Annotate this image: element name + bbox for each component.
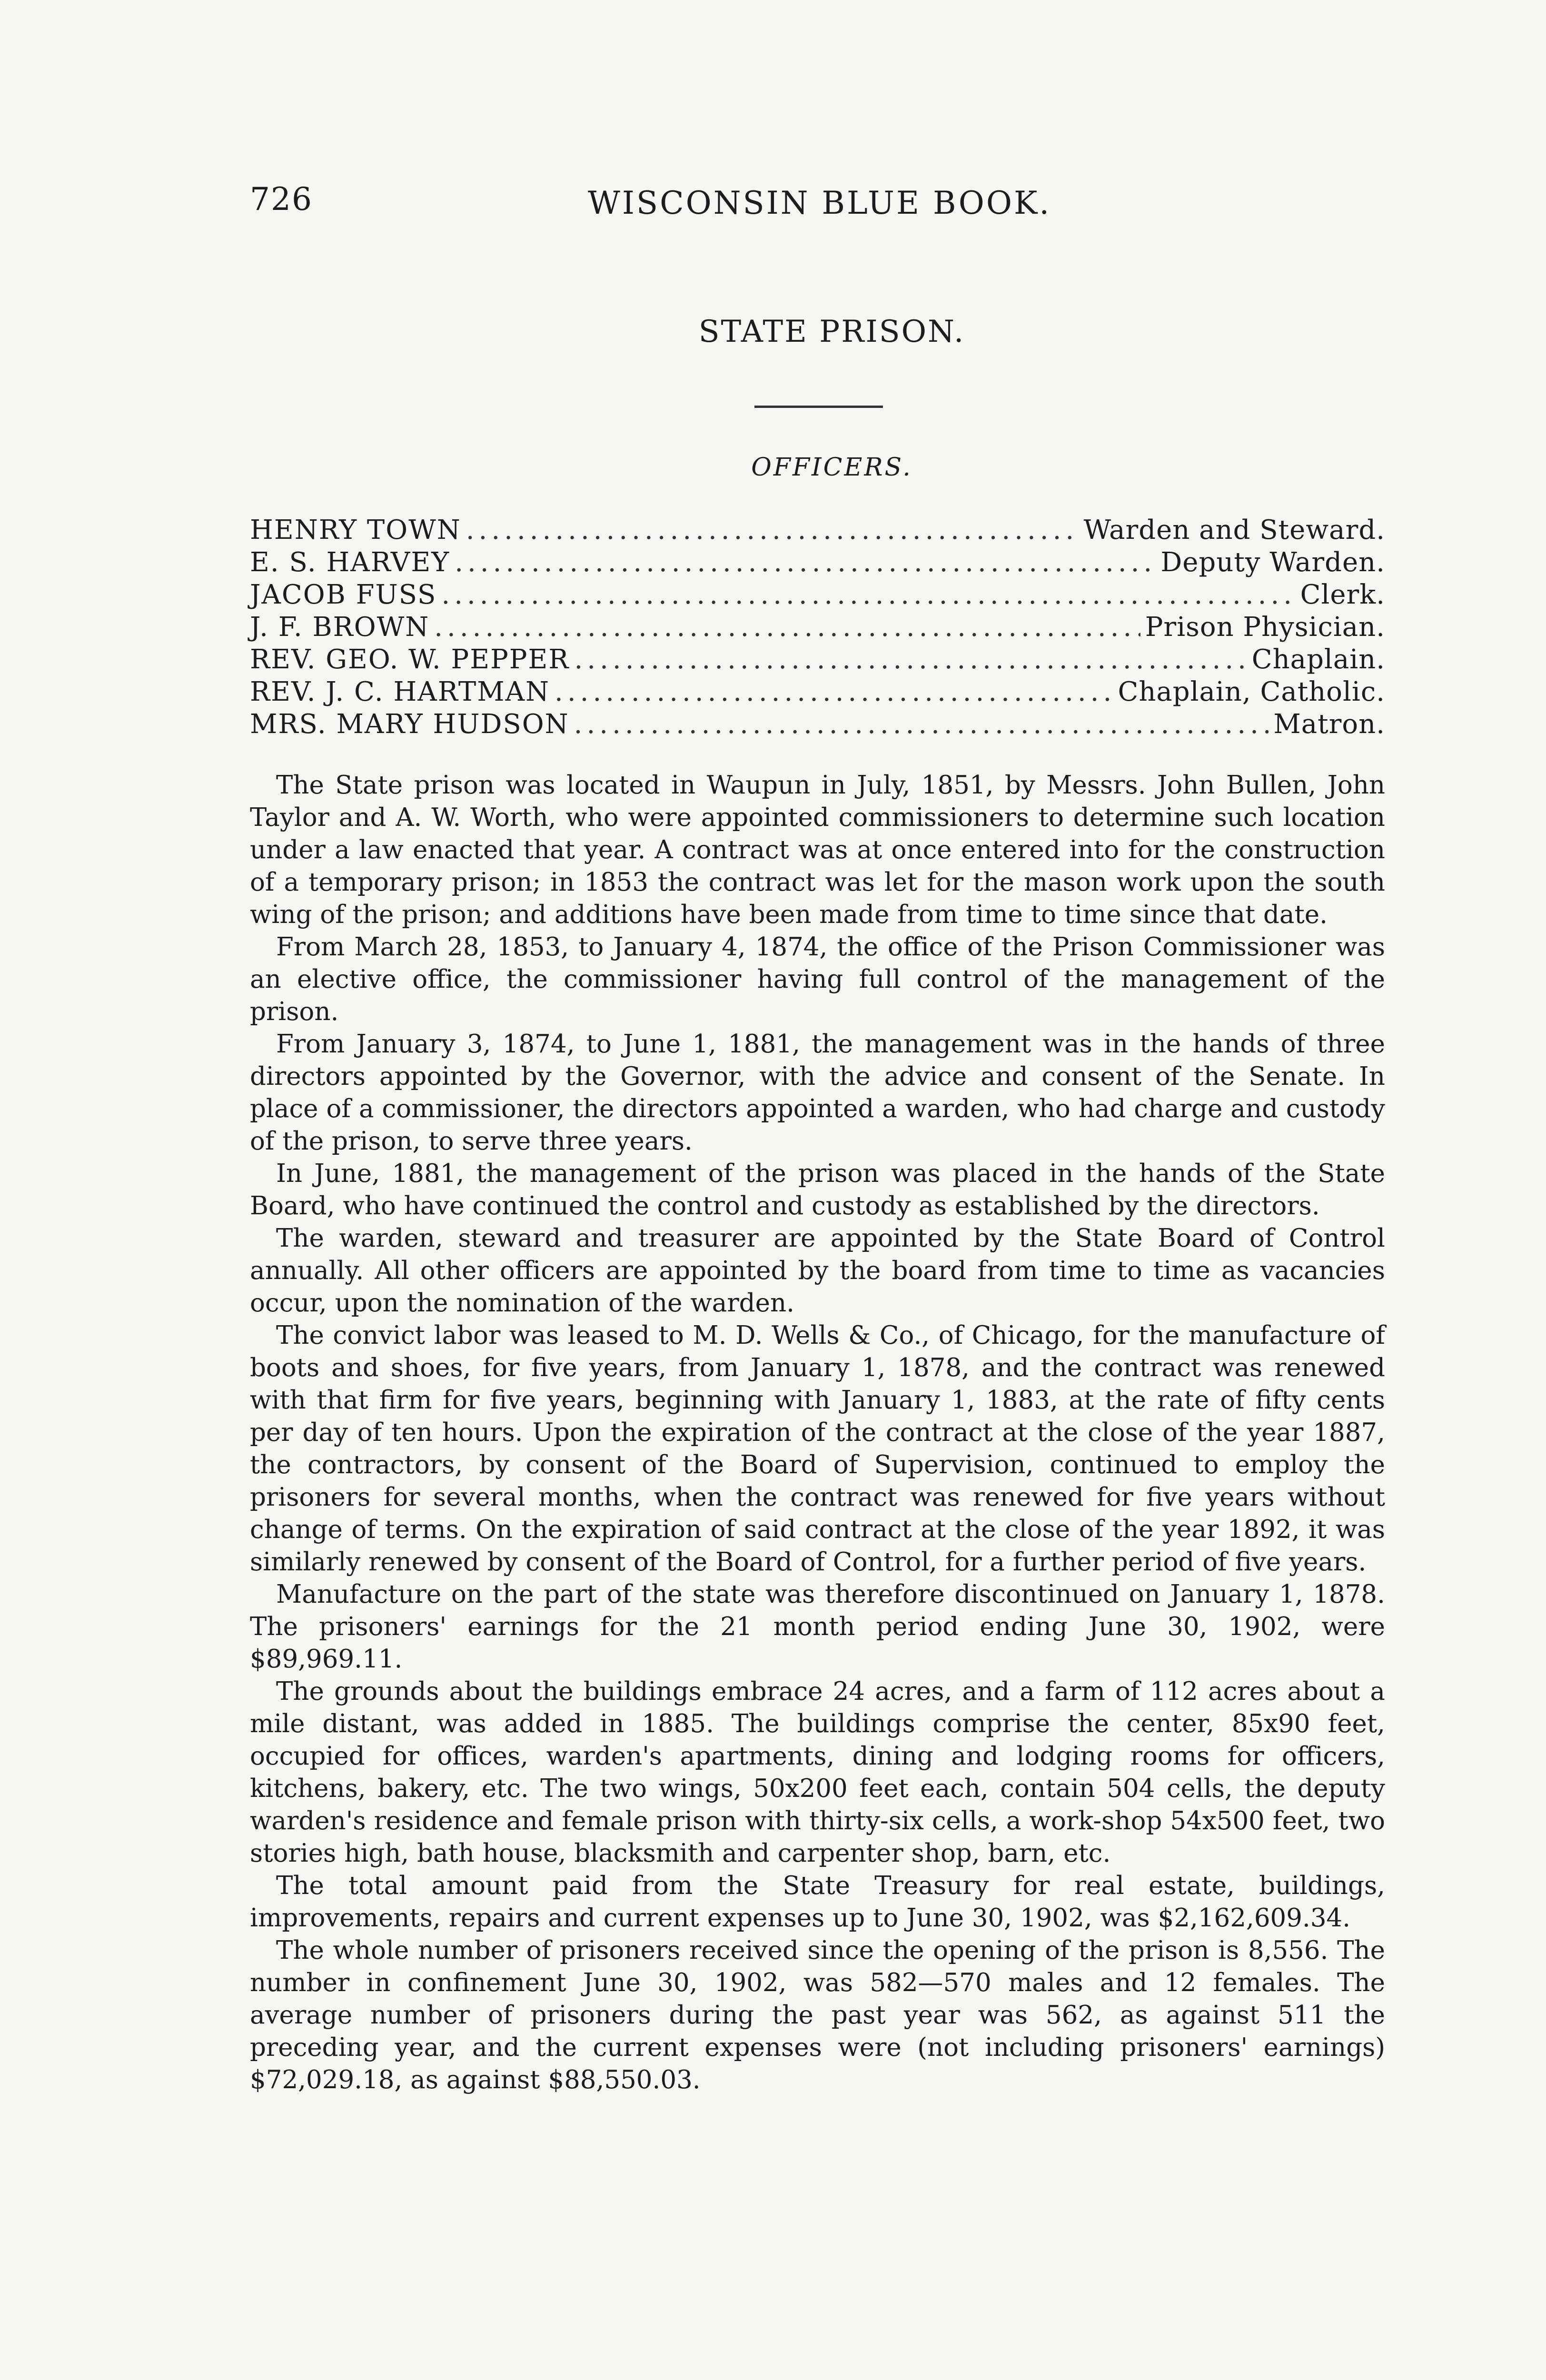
officer-row <box>250 611 1385 644</box>
running-header <box>250 181 1385 233</box>
paragraph-convict-labor: The convict labor was leased to M. D. Wells & Co., of Chicago, for the manufacture of boots and shoes, for five years, from January 1, 1878, and the contract was renewed with that firm for five years, beginning with January 1, 1883, at the rate of fifty cents per day of ten hours. Upon the expiration of the contract at the close of the year 1887, the contractors, by consent of the Board of Supervision, continued to employ the prisoners for several months, when the contract was renewed for five years without change of terms. On the expiration of said contract at the close of the year 1892, it was similarly renewed by consent of the Board of Control, for a further period of five years. <box>250 1321 1385 1577</box>
officer-title: Warden and Steward. <box>1083 515 1385 545</box>
document-page <box>250 181 1385 2096</box>
officer-name: MRS. MARY HUDSON <box>250 709 569 740</box>
body-text <box>250 769 1385 2096</box>
dot-leader <box>434 611 1140 644</box>
page-number: 726 <box>250 181 313 218</box>
officers-heading: OFFICERS. <box>751 453 912 482</box>
officer-row <box>250 708 1385 741</box>
officers-list <box>250 514 1385 741</box>
paragraph-prisoners: The whole number of prisoners received since the opening of the prison is 8,556. The number in confinement June 30, 1902, was 582—570 males and 12 females. The average number of prisoners during the past year was 562, as against 511 the preceding year, and the current expenses were (not including prisoners' earnings) $72,029.18, as against $88,550.03. <box>250 1936 1385 2094</box>
officer-title: Clerk. <box>1300 579 1385 610</box>
officer-row <box>250 546 1385 579</box>
officer-title: Deputy Warden. <box>1160 547 1385 578</box>
officer-title: Prison Physician. <box>1145 612 1385 643</box>
paragraph-commissioner: From March 28, 1853, to January 4, 1874, the office of the Prison Commissioner was an elective office, the commissioner having full control of the management of the prison. <box>250 932 1385 1026</box>
officer-row <box>250 644 1385 676</box>
officer-row <box>250 676 1385 708</box>
officer-title: Matron. <box>1273 709 1385 740</box>
paragraph-treasury: The total amount paid from the State Treasury for real estate, buildings, improvements, repairs and current expenses up to June 30, 1902, was $2,162,609.34. <box>250 1871 1385 1933</box>
officer-name: JACOB FUSS <box>250 579 437 610</box>
officer-name: J. F. BROWN <box>250 612 430 643</box>
paragraph-grounds: The grounds about the buildings embrace 24 acres, and a farm of 112 acres about a mile distant, was added in 1885. The buildings comprise the center, 85x90 feet, occupied for offices, warden's apartments, dining and lodging rooms for officers, kitchens, bakery, etc. The two wings, 50x200 feet each, contain 504 cells, the deputy warden's residence and female prison with thirty-six cells, a work-shop 54x500 feet, two stories high, bath house, blacksmith and carpenter shop, barn, etc. <box>250 1677 1385 1868</box>
dot-leader <box>555 676 1113 708</box>
officer-row <box>250 514 1385 546</box>
running-title: WISCONSIN BLUE BOOK. <box>588 185 1051 221</box>
officer-name: E. S. HARVEY <box>250 547 450 578</box>
officer-name: HENRY TOWN <box>250 515 461 545</box>
paragraph-state-board: In June, 1881, the management of the prison was placed in the hands of the State Board, who have continued the control and custody as established by the directors. <box>250 1159 1385 1220</box>
dot-leader <box>441 579 1295 611</box>
officer-name: REV. J. C. HARTMAN <box>250 676 550 707</box>
dot-leader <box>574 708 1269 741</box>
officer-title: Chaplain. <box>1251 644 1385 675</box>
paragraph-earnings: Manufacture on the part of the state was therefore discontinued on January 1, 1878. The prisoners' earnings for the 21 month period ending June 30, 1902, were $89,969.11. <box>250 1580 1385 1674</box>
section-title: STATE PRISON. <box>698 314 965 349</box>
dot-leader <box>574 644 1247 676</box>
dot-leader <box>455 546 1156 579</box>
paragraph-directors: From January 3, 1874, to June 1, 1881, the management was in the hands of three directors appointed by the Governor, with the advice and consent of the Senate. In place of a commissioner, the directors appointed a warden, who had charge and custody of the prison, to serve three years. <box>250 1030 1385 1156</box>
officer-name: REV. GEO. W. PEPPER <box>250 644 570 675</box>
title-rule <box>754 406 883 408</box>
dot-leader <box>466 514 1079 546</box>
paragraph-appointments: The warden, steward and treasurer are appointed by the State Board of Control annually. All other officers are appointed by the board from time to time as vacancies occur, upon the nomination of the warden. <box>250 1224 1385 1318</box>
officer-title: Chaplain, Catholic. <box>1118 676 1385 707</box>
officer-row <box>250 579 1385 611</box>
paragraph-location: The State prison was located in Waupun in July, 1851, by Messrs. John Bullen, John Taylor and A. W. Worth, who were appointed commissioners to determine such location under a law enacted that year. A contract was at once entered into for the construction of a temporary prison; in 1853 the contract was let for the mason work upon the south wing of the prison; and additions have been made from time to time since that date. <box>250 771 1385 929</box>
